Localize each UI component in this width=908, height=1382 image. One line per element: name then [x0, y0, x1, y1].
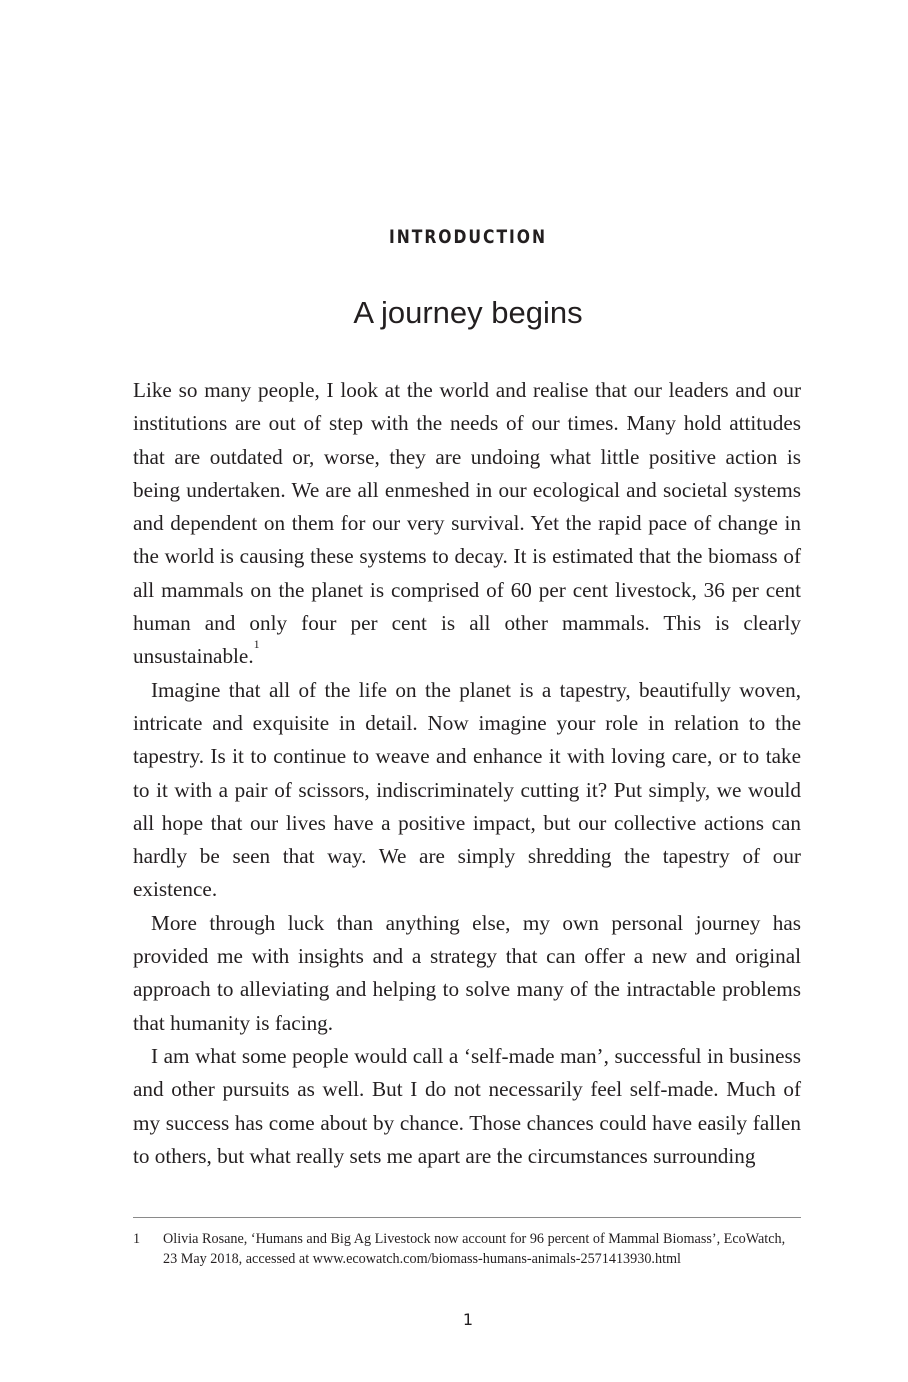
- chapter-title: A journey begins: [353, 295, 583, 330]
- footnote-reference[interactable]: 1: [253, 637, 260, 652]
- footnote-divider: [133, 1217, 801, 1218]
- body-text: [133, 374, 801, 1173]
- paragraph-4: I am what some people would call a ‘self-made man’, successful in business and other pursuits as well. But I do not necessarily feel self-made. Much of my success has come about by chance. Those chances could have easily fallen to others, but what really sets me apart are the circumstances surrounding: [133, 1043, 801, 1168]
- paragraph-1: [133, 374, 801, 674]
- footnote-text: Olivia Rosane, ‘Humans and Big Ag Livestock now account for 96 percent of Mammal Biomass’, EcoWatch, 23 May 2018, accessed at www.ecowatch.com/biomass-humans-animals-2571413930.html: [163, 1231, 786, 1267]
- paragraph-1-text: Like so many people, I look at the world and realise that our leaders and our institutions are out of step with the needs of our times. Many hold attitudes that are outdated or, worse, they are undoing what little positive action is being undertaken. We are all enmeshed in our ecological and societal systems and dependent on them for our very survival. Yet the rapid pace of change in the world is causing these systems to decay. It is estimated that the biomass of all mammals on the planet is comprised of 60 per cent livestock, 36 per cent human and only four per cent is all other mammals. This is clearly unsustainable.: [133, 378, 801, 669]
- chapter-label: INTRODUCTION: [388, 226, 548, 248]
- paragraph-3: More through luck than anything else, my own personal journey has provided me with insights and a strategy that can offer a new and original approach to alleviating and helping to solve many of the intractable problems that humanity is facing.: [133, 910, 801, 1035]
- paragraph-2: Imagine that all of the life on the planet is a tapestry, beautifully woven, intricate and exquisite in detail. Now imagine your role in relation to the tapestry. Is it to continue to weave and enhance it with loving care, or to take to it with a pair of scissors, indiscriminately cutting it? Put simply, we would all hope that our lives have a positive impact, but our collective actions can hardly be seen that way. We are simply shredding the tapestry of our existence.: [133, 677, 801, 902]
- page-number: 1: [462, 1310, 474, 1329]
- footnote-number: 1: [133, 1231, 141, 1247]
- footnote: [133, 1230, 801, 1269]
